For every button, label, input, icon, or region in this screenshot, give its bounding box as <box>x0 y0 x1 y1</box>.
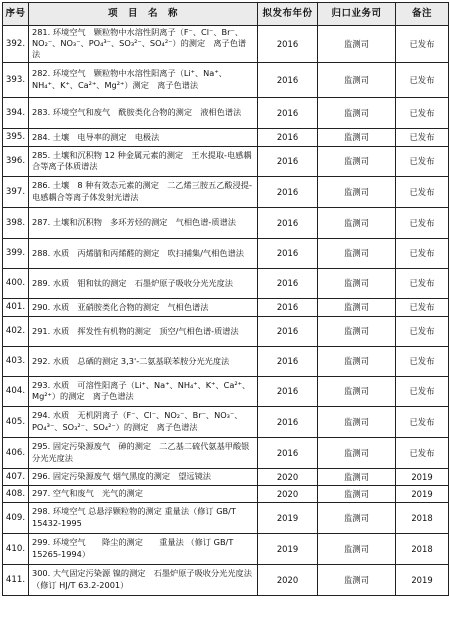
row-no: 408. <box>3 485 29 502</box>
row-year: 2016 <box>258 176 318 207</box>
row-dept: 监测司 <box>318 437 396 468</box>
row-year: 2016 <box>258 346 318 376</box>
row-item: 289. 水质 钼和钛的测定 石墨炉原子吸收分光光度法 <box>29 268 258 298</box>
table-row <box>3 485 449 502</box>
row-no: 411. <box>3 564 29 595</box>
row-year: 2016 <box>258 437 318 468</box>
row-note: 已发布 <box>396 346 449 376</box>
table-row <box>3 146 449 176</box>
row-no: 405. <box>3 406 29 437</box>
row-item: 294. 水质 无机阴离子（F⁻、Cl⁻、NO₂⁻、Br⁻、NO₃⁻、PO₄³⁻、SO₃²⁻、SO₄²⁻）的测定 离子色谱法 <box>29 406 258 437</box>
row-dept: 监测司 <box>318 128 396 146</box>
row-no: 407. <box>3 468 29 485</box>
row-year: 2016 <box>258 376 318 406</box>
row-note: 已发布 <box>396 26 449 63</box>
row-dept: 监测司 <box>318 62 396 97</box>
table-row <box>3 533 449 564</box>
row-note: 2018 <box>396 502 449 533</box>
row-item: 295. 固定污染源废气 砷的测定 二乙基二硫代氨基甲酸银分光光度法 <box>29 437 258 468</box>
row-no: 398. <box>3 207 29 238</box>
row-no: 404. <box>3 376 29 406</box>
row-no: 403. <box>3 346 29 376</box>
row-dept: 监测司 <box>318 564 396 595</box>
row-year: 2016 <box>258 238 318 268</box>
header-item: 项 目 名 称 <box>29 3 258 26</box>
row-note: 已发布 <box>396 437 449 468</box>
table-row <box>3 207 449 238</box>
table-row <box>3 437 449 468</box>
row-item: 291. 水质 挥发性有机物的测定 顶空/气相色谱-质谱法 <box>29 316 258 346</box>
row-year: 2016 <box>258 298 318 316</box>
row-item: 292. 水质 总硒的测定 3,3'-二氨基联苯胺分光光度法 <box>29 346 258 376</box>
row-item: 284. 土壤 电导率的测定 电极法 <box>29 128 258 146</box>
row-note: 已发布 <box>396 298 449 316</box>
table-row <box>3 62 449 97</box>
table-row <box>3 128 449 146</box>
row-item: 281. 环境空气 颗粒物中水溶性阴离子（F⁻、Cl⁻、Br⁻、NO₂⁻、NO₃⁻、PO₄³⁻、SO₃²⁻、SO₄²⁻）的测定 离子色谱法 <box>29 26 258 63</box>
row-dept: 监测司 <box>318 533 396 564</box>
row-dept: 监测司 <box>318 97 396 128</box>
row-item: 288. 水质 丙烯腈和丙烯醛的测定 吹扫捕集/气相色谱法 <box>29 238 258 268</box>
header-note: 备注 <box>396 3 449 26</box>
row-year: 2020 <box>258 468 318 485</box>
row-note: 已发布 <box>396 406 449 437</box>
row-no: 401. <box>3 298 29 316</box>
row-no: 395. <box>3 128 29 146</box>
row-year: 2016 <box>258 268 318 298</box>
row-item: 286. 土壤 8 种有效态元素的测定 二乙烯三胺五乙酸浸提-电感耦合等离子体发射光谱法 <box>29 176 258 207</box>
row-no: 406. <box>3 437 29 468</box>
row-dept: 监测司 <box>318 468 396 485</box>
row-item: 283. 环境空气和废气 酰胺类化合物的测定 液相色谱法 <box>29 97 258 128</box>
row-dept: 监测司 <box>318 376 396 406</box>
row-year: 2016 <box>258 146 318 176</box>
header-year: 拟发布年份 <box>258 3 318 26</box>
row-note: 已发布 <box>396 376 449 406</box>
row-dept: 监测司 <box>318 207 396 238</box>
row-no: 396. <box>3 146 29 176</box>
row-dept: 监测司 <box>318 346 396 376</box>
row-note: 已发布 <box>396 146 449 176</box>
row-no: 409. <box>3 502 29 533</box>
table-row <box>3 26 449 63</box>
row-no: 392. <box>3 26 29 63</box>
row-item: 282. 环境空气 颗粒物中水溶性阳离子（Li⁺、Na⁺、NH₄⁺、K⁺、Ca²⁺、Mg²⁺）测定 离子色谱法 <box>29 62 258 97</box>
row-year: 2016 <box>258 26 318 63</box>
row-year: 2020 <box>258 485 318 502</box>
row-no: 410. <box>3 533 29 564</box>
row-note: 2019 <box>396 468 449 485</box>
row-dept: 监测司 <box>318 298 396 316</box>
row-note: 已发布 <box>396 97 449 128</box>
table-row <box>3 564 449 595</box>
table-row <box>3 468 449 485</box>
row-dept: 监测司 <box>318 406 396 437</box>
row-note: 2018 <box>396 533 449 564</box>
table-row <box>3 376 449 406</box>
table-row <box>3 97 449 128</box>
row-no: 400. <box>3 268 29 298</box>
row-year: 2016 <box>258 128 318 146</box>
standards-table <box>2 2 449 596</box>
row-dept: 监测司 <box>318 238 396 268</box>
row-note: 已发布 <box>396 268 449 298</box>
row-dept: 监测司 <box>318 268 396 298</box>
row-dept: 监测司 <box>318 176 396 207</box>
table-row <box>3 346 449 376</box>
row-no: 399. <box>3 238 29 268</box>
row-item: 298. 环境空气 总悬浮颗粒物的测定 重量法（修订 GB/T 15432-1995 <box>29 502 258 533</box>
row-note: 已发布 <box>396 238 449 268</box>
row-dept: 监测司 <box>318 316 396 346</box>
table-header-row <box>3 3 449 26</box>
row-note: 已发布 <box>396 128 449 146</box>
table-row <box>3 298 449 316</box>
table-row <box>3 406 449 437</box>
row-year: 2016 <box>258 97 318 128</box>
row-no: 393. <box>3 62 29 97</box>
row-year: 2016 <box>258 207 318 238</box>
row-note: 已发布 <box>396 176 449 207</box>
row-no: 394. <box>3 97 29 128</box>
header-no: 序号 <box>3 3 29 26</box>
row-note: 2019 <box>396 485 449 502</box>
row-dept: 监测司 <box>318 146 396 176</box>
row-year: 2019 <box>258 502 318 533</box>
row-dept: 监测司 <box>318 502 396 533</box>
row-item: 297. 空气和废气 光气的测定 <box>29 485 258 502</box>
row-dept: 监测司 <box>318 485 396 502</box>
row-no: 397. <box>3 176 29 207</box>
row-item: 290. 水质 亚硝胺类化合物的测定 气相色谱法 <box>29 298 258 316</box>
table-row <box>3 176 449 207</box>
row-year: 2016 <box>258 316 318 346</box>
table-row <box>3 502 449 533</box>
row-item: 285. 土壤和沉积物 12 种金属元素的测定 王水提取-电感耦合等离子体质谱法 <box>29 146 258 176</box>
table-body <box>3 26 449 596</box>
row-dept: 监测司 <box>318 26 396 63</box>
header-dept: 归口业务司 <box>318 3 396 26</box>
row-note: 2019 <box>396 564 449 595</box>
row-year: 2016 <box>258 406 318 437</box>
row-year: 2016 <box>258 62 318 97</box>
row-item: 300. 大气固定污染源 镍的测定 石墨炉原子吸收分光光度法（修订 HJ/T 63.2-2001） <box>29 564 258 595</box>
row-item: 293. 水质 可溶性阳离子（Li⁺、Na⁺、NH₄⁺、K⁺、Ca²⁺、Mg²⁺）的测定 离子色谱法 <box>29 376 258 406</box>
table-row <box>3 238 449 268</box>
row-year: 2019 <box>258 533 318 564</box>
standards-table-container <box>2 2 449 596</box>
row-item: 287. 土壤和沉积物 多环芳烃的测定 气相色谱-质谱法 <box>29 207 258 238</box>
row-item: 296. 固定污染源废气 烟气黑度的测定 望远镜法 <box>29 468 258 485</box>
table-row <box>3 268 449 298</box>
row-note: 已发布 <box>396 62 449 97</box>
row-no: 402. <box>3 316 29 346</box>
table-row <box>3 316 449 346</box>
row-note: 已发布 <box>396 316 449 346</box>
row-year: 2020 <box>258 564 318 595</box>
row-note: 已发布 <box>396 207 449 238</box>
row-item: 299. 环境空气 降尘的测定 重量法 （修订 GB/T 15265-1994） <box>29 533 258 564</box>
